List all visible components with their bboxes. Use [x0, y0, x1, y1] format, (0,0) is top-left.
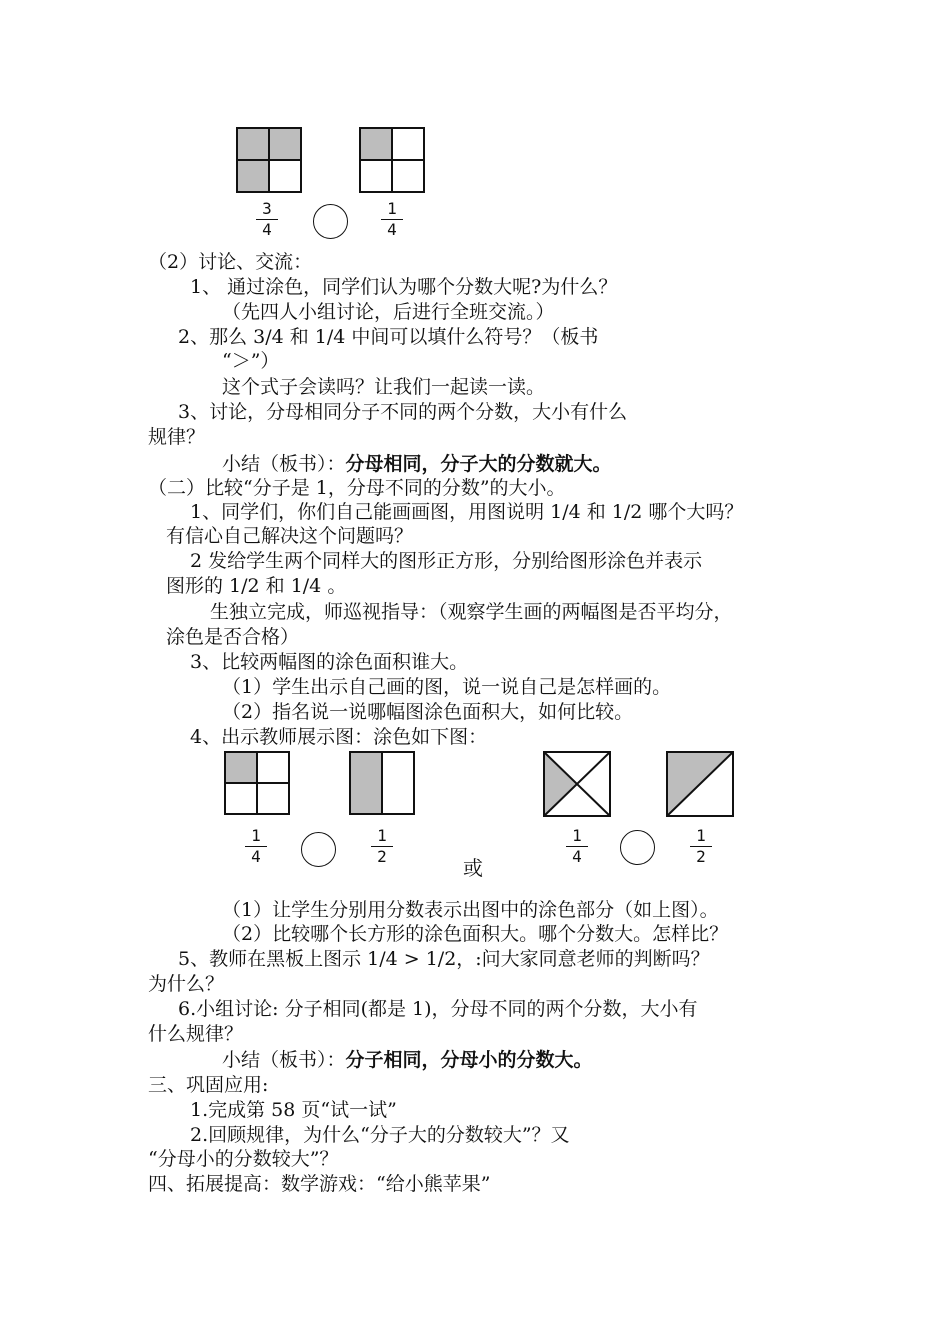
text-line: （2）比较哪个长方形的涂色面积大。哪个分数大。怎样比？ [222, 923, 729, 945]
compare-circle [301, 832, 336, 867]
text-line: 生独立完成，师巡视指导：（观察学生画的两幅图是否平均分， [210, 601, 733, 623]
square-three-quarters-shaded [236, 127, 302, 193]
or-label: 或 [463, 856, 483, 880]
text-line: 3、比较两幅图的涂色面积谁大。 [190, 651, 469, 673]
summary-line [222, 452, 612, 476]
summary-label: 小结（板书）： [222, 453, 346, 475]
text-line: （1）让学生分别用分数表示出图中的涂色部分（如上图）。 [222, 899, 719, 921]
fraction-one-quarter [377, 200, 407, 239]
square-diagonal-half-shaded [666, 751, 734, 817]
text-line: （先四人小组讨论，后进行全班交流。） [222, 301, 555, 323]
section-heading: 四、拓展提高：数学游戏：“给小熊苹果” [148, 1173, 491, 1195]
text-line: 4、出示教师展示图：涂色如下图： [190, 726, 488, 748]
fraction-one-half [367, 827, 397, 866]
text-line: “＞”） [222, 350, 280, 372]
compare-circle [313, 204, 348, 239]
text-line: 2.回顾规律，为什么“分子大的分数较大”？又 [190, 1124, 570, 1146]
compare-circle [620, 830, 655, 865]
summary-label: 小结（板书）： [222, 1049, 346, 1071]
fraction-denominator: 2 [377, 847, 387, 866]
text-line: “分母小的分数较大”？ [148, 1148, 339, 1170]
text-line: 1.完成第 58 页“试一试” [190, 1099, 397, 1121]
fraction-numerator: 1 [251, 826, 261, 845]
fraction-numerator: 1 [387, 199, 397, 218]
fraction-denominator: 4 [387, 220, 397, 239]
text-line: 图形的 1/2 和 1/4 。 [166, 575, 347, 597]
text-line: 1、同学们，你们自己能画画图，用图说明 1/4 和 1/2 哪个大吗？ [190, 501, 744, 523]
text-line: 6.小组讨论: 分子相同(都是 1)，分母不同的两个分数，大小有 [178, 998, 698, 1020]
text-line: 5、教师在黑板上图示 1/4 > 1/2，:问大家同意老师的判断吗？ [178, 948, 710, 970]
square-one-quarter-shaded [224, 751, 290, 815]
text-line: 1、 通过涂色，同学们认为哪个分数大呢?为什么？ [190, 276, 618, 298]
fraction-numerator: 1 [572, 826, 582, 845]
fraction-numerator: 3 [262, 199, 272, 218]
rectangle-half-shaded [349, 751, 415, 815]
text-line: 3、讨论，分母相同分子不同的两个分数，大小有什么 [178, 401, 628, 423]
text-line: 什么规律？ [148, 1023, 244, 1045]
text-line: 为什么？ [148, 973, 225, 995]
fraction-denominator: 2 [696, 847, 706, 866]
section-heading: （二）比较“分子是 1，分母不同的分数”的大小。 [148, 477, 566, 499]
fraction-numerator: 1 [377, 826, 387, 845]
summary-rule: 分子相同，分母小的分数大。 [345, 1049, 593, 1071]
fraction-one-quarter [562, 827, 592, 866]
text-line: 2、那么 3/4 和 1/4 中间可以填什么符号？（板书 [178, 326, 599, 348]
fraction-one-half [686, 827, 716, 866]
text-line: 2 发给学生两个同样大的图形正方形，分别给图形涂色并表示 [190, 550, 703, 572]
fraction-one-quarter [241, 827, 271, 866]
section-heading: 三、巩固应用: [148, 1074, 269, 1096]
square-one-quarter-shaded [359, 127, 425, 193]
text-line: 有信心自己解决这个问题吗？ [166, 525, 414, 547]
text-line: （2）讨论、交流： [148, 251, 313, 273]
fraction-denominator: 4 [572, 847, 582, 866]
fraction-three-quarters [252, 200, 282, 239]
text-line: 规律？ [148, 426, 206, 448]
summary-rule: 分母相同，分子大的分数就大。 [345, 453, 612, 475]
fraction-numerator: 1 [696, 826, 706, 845]
text-line: （1）学生出示自己画的图，说一说自己是怎样画的。 [222, 676, 672, 698]
text-line: （2）指名说一说哪幅图涂色面积大，如何比较。 [222, 701, 634, 723]
text-line: 这个式子会读吗？让我们一起读一读。 [222, 376, 546, 398]
summary-line [222, 1048, 593, 1072]
fraction-denominator: 4 [251, 847, 261, 866]
fraction-denominator: 4 [262, 220, 272, 239]
square-diagonal-quarter-shaded [543, 751, 611, 817]
text-line: 涂色是否合格） [166, 626, 300, 648]
